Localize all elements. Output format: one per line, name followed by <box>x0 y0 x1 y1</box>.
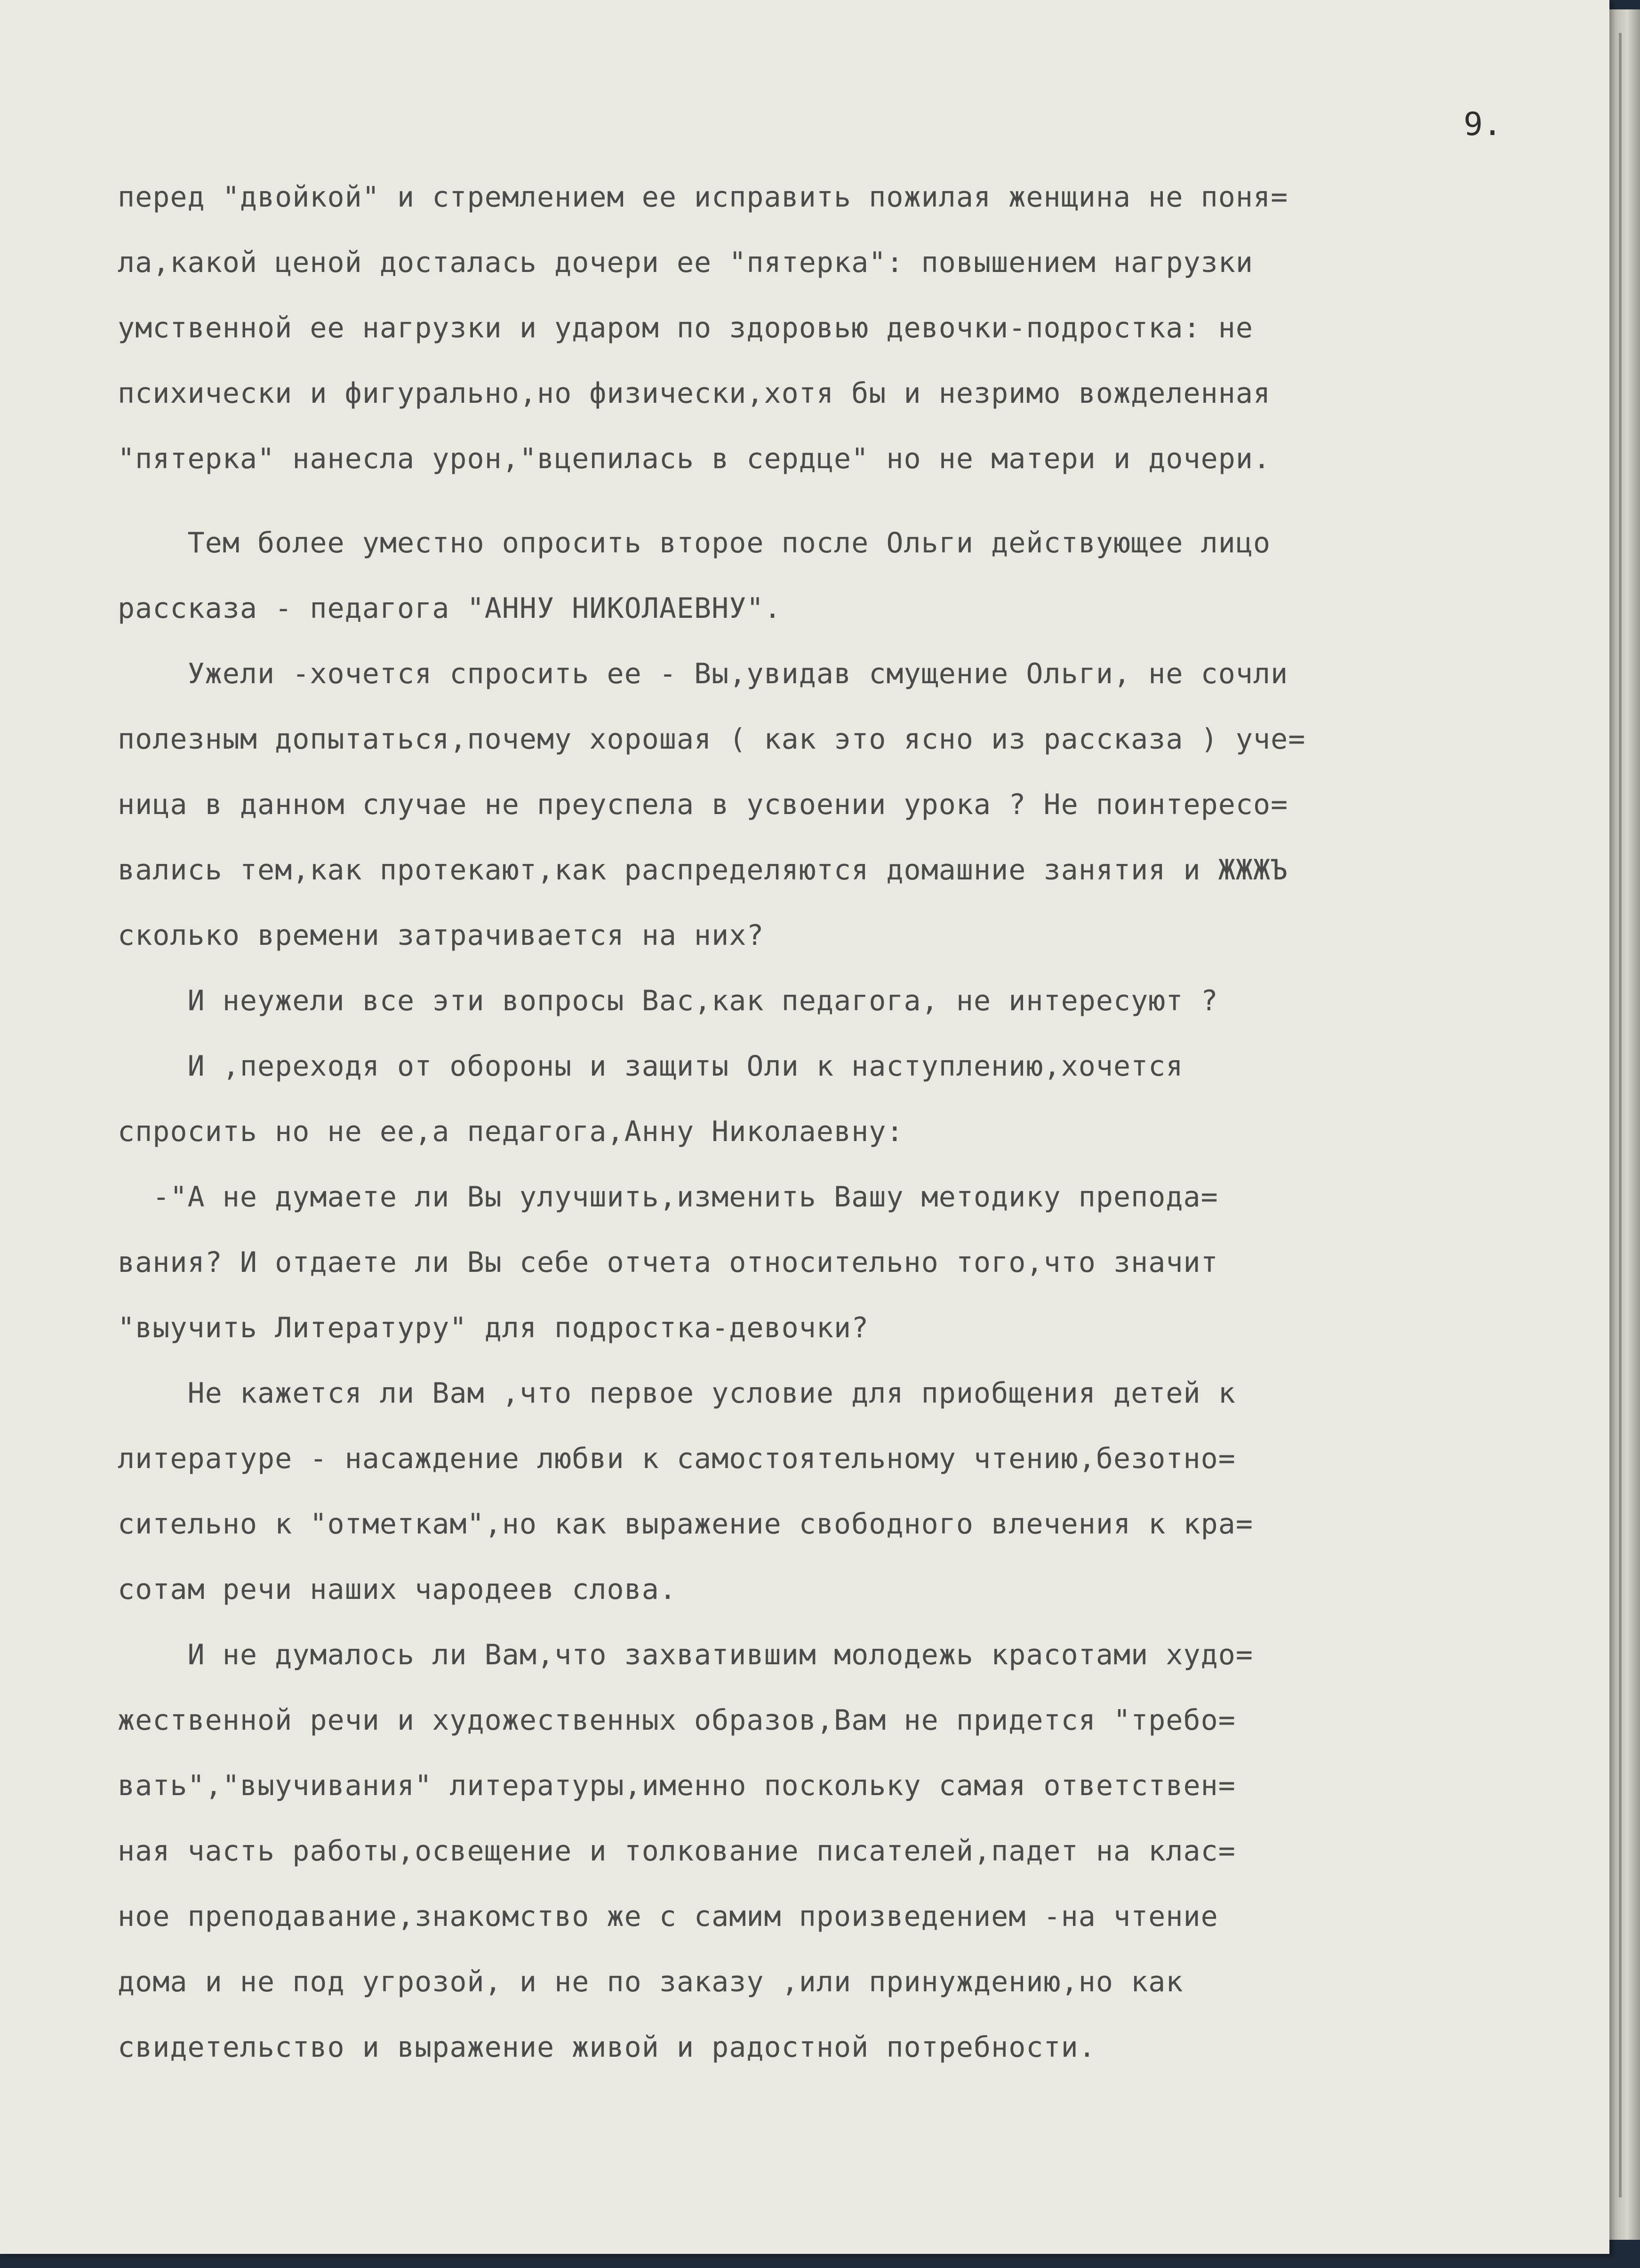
text-line: вать","выучивания" литературы,именно поскольку самая ответствен= <box>118 1769 1236 1802</box>
text-line: И ,переходя от обороны и защиты Оли к наступлению,хочется <box>118 1050 1184 1083</box>
text-line: "пятерка" нанесла урон,"вцепилась в сердце" но не матери и дочери. <box>118 442 1271 475</box>
text-line: ница в данном случае не преуспела в усвоении урока ? Не поинтересо= <box>118 788 1288 821</box>
text-line: перед "двойкой" и стремлением ее исправить пожилая женщина не поня= <box>118 181 1288 214</box>
text-line: литературе - насаждение любви к самостоятельному чтению,безотно= <box>118 1442 1236 1475</box>
crossed-out-word: ЖЖЖЪ <box>1218 854 1288 886</box>
text-line: И не думалось ли Вам,что захватившим молодежь красотами худо= <box>118 1638 1253 1671</box>
text-line-with-strikeout <box>118 838 1506 903</box>
text-line: свидетельство и выражение живой и радостной потребности. <box>118 2031 1096 2064</box>
text-line: вания? И отдаете ли Вы себе отчета относительно того,что значит <box>118 1246 1218 1279</box>
text-line: умственной ее нагрузки и ударом по здоровью девочки-подростка: не <box>118 311 1253 344</box>
text-line: ная часть работы,освещение и толкование писателей,падет на клас= <box>118 1835 1236 1868</box>
text-line: И неужели все эти вопросы Вас,как педагога, не интересуют ? <box>118 984 1218 1017</box>
text-line: вались тем,как протекают,как распределяются домашние занятия и <box>118 854 1201 886</box>
page-number: 9. <box>1464 106 1502 143</box>
text-line: Не кажется ли Вам ,что первое условие для приобщения детей к <box>118 1377 1236 1410</box>
text-line: сительно к "отметкам",но как выражение свободного влечения к кра= <box>118 1508 1253 1541</box>
text-line: полезным допытаться,почему хорошая ( как это ясно из рассказа ) уче= <box>118 723 1306 756</box>
text-line: рассказа - педагога "АННУ НИКОЛАЕВНУ". <box>118 592 782 625</box>
text-line: сотам речи наших чародеев слова. <box>118 1573 677 1606</box>
page-stack-shadow <box>1619 33 1622 2197</box>
page-body <box>118 165 1506 2080</box>
text-line: Тем более уместно опросить второе после Ольги действующее лицо <box>118 527 1271 559</box>
text-line: Ужели -хочется спросить ее - Вы,увидав смущение Ольги, не сочли <box>118 657 1288 690</box>
text-line: жественной речи и художественных образов,Вам не придется "требо= <box>118 1704 1236 1737</box>
text-line: ла,какой ценой досталась дочери ее "пятерка": повышением нагрузки <box>118 246 1253 279</box>
text-line: -"А не думаете ли Вы улучшить,изменить Вашу методику препода= <box>118 1181 1218 1214</box>
text-line: "выучить Литературу" для подростка-девочки? <box>118 1311 869 1344</box>
text-line: ное преподавание,знакомство же с самим произведением -на чтение <box>118 1900 1218 1933</box>
text-line: дома и не под угрозой, и не по заказу ,или принуждению,но как <box>118 1965 1184 1998</box>
text-line: психически и фигурально,но физически,хотя бы и незримо вожделенная <box>118 377 1271 410</box>
text-line: сколько времени затрачивается на них? <box>118 919 764 952</box>
text-line: спросить но не ее,а педагога,Анну Николаевну: <box>118 1115 904 1148</box>
